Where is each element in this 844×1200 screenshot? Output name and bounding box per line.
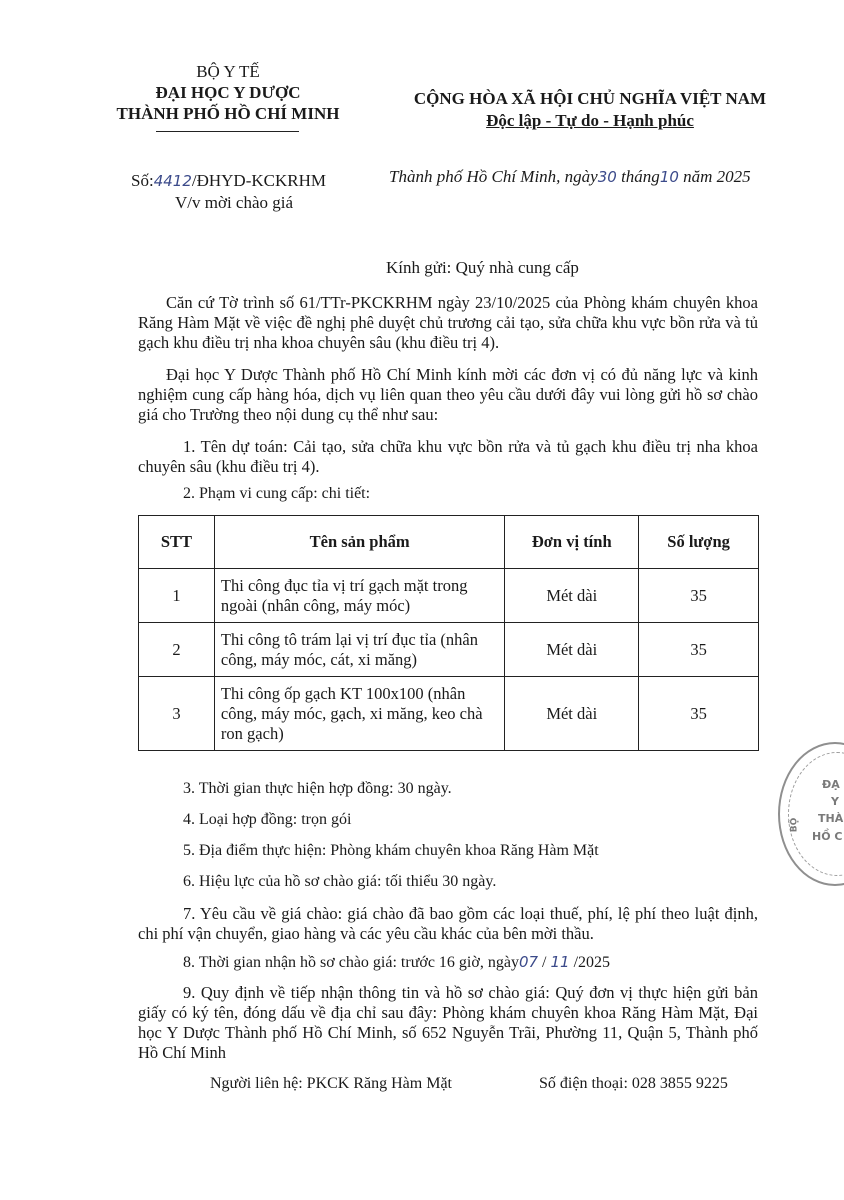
date-month-label: tháng bbox=[621, 167, 660, 186]
stamp-text: BỘ bbox=[789, 817, 800, 833]
salutation: Kính gửi: Quý nhà cung cấp bbox=[386, 258, 579, 277]
contact-person: Người liên hệ: PKCK Răng Hàm Mặt bbox=[210, 1075, 452, 1092]
date-suffix: năm 2025 bbox=[683, 167, 751, 186]
document-number-suffix: /ĐHYD-KCKRHM bbox=[191, 171, 326, 190]
row-unit: Mét dài bbox=[505, 677, 639, 751]
row-unit: Mét dài bbox=[505, 569, 639, 623]
document-number-prefix: Số: bbox=[131, 171, 154, 190]
row-product-name: Thi công ốp gạch KT 100x100 (nhân công, máy móc, gạch, xi măng, keo chà ron gạch) bbox=[214, 677, 504, 751]
date-day-handwritten: 30 bbox=[597, 168, 617, 186]
deadline-month-handwritten: 11 bbox=[550, 953, 570, 971]
table-row bbox=[139, 677, 759, 751]
item-submission-rules: 9. Quy định về tiếp nhận thông tin và hồ sơ chào giá: Quý đơn vị thực hiện gửi bản giấy có ký tên, đóng dấu về địa chỉ sau đây: Phòng khám chuyên khoa Răng Hàm Mặt, Đại học Y Dược Thành phố Hồ Chí Minh, số 652 Nguyễn Trãi, Phường 11, Quận 5, Thành phố Hồ Chí Minh bbox=[138, 983, 758, 1062]
university-city: THÀNH PHỐ HỒ CHÍ MINH bbox=[116, 104, 340, 123]
row-quantity: 35 bbox=[639, 569, 759, 623]
header-quantity: Số lượng bbox=[639, 516, 759, 569]
document-number bbox=[131, 171, 326, 191]
national-motto: Độc lập - Tự do - Hạnh phúc bbox=[486, 111, 694, 130]
date-prefix: Thành phố Hồ Chí Minh, ngày bbox=[389, 167, 598, 186]
paragraph-basis: Căn cứ Tờ trình số 61/TTr-PKCKRHM ngày 23/10/2025 của Phòng khám chuyên khoa Răng Hàm Mặt về việc đề nghị phê duyệt chủ trương cải tạo, sửa chữa khu vực bồn rửa và tủ gạch khu điều trị nha khoa chuyên sâu (khu điều trị 4). bbox=[138, 293, 758, 352]
item-location: 5. Địa điểm thực hiện: Phòng khám chuyên khoa Răng Hàm Mặt bbox=[183, 842, 599, 859]
product-table bbox=[138, 515, 759, 751]
deadline-prefix: 8. Thời gian nhận hồ sơ chào giá: trước 16 giờ, ngày bbox=[183, 954, 519, 971]
stamp-text: THÀ bbox=[818, 812, 844, 825]
header-left-divider bbox=[156, 131, 299, 132]
row-product-name: Thi công tô trám lại vị trí đục tỉa (nhân công, máy móc, cát, xi măng) bbox=[214, 623, 504, 677]
contact-phone: Số điện thoại: 028 3855 9225 bbox=[539, 1075, 728, 1092]
item-submission-deadline bbox=[183, 953, 610, 972]
item-scope: 2. Phạm vi cung cấp: chi tiết: bbox=[183, 485, 371, 502]
deadline-separator: / bbox=[542, 954, 547, 971]
university-name: ĐẠI HỌC Y DƯỢC bbox=[155, 83, 301, 102]
stamp-text: ĐẠ bbox=[822, 778, 840, 791]
header-stt: STT bbox=[139, 516, 215, 569]
document-subject: V/v mời chào giá bbox=[175, 193, 294, 212]
deadline-day-handwritten: 07 bbox=[518, 953, 539, 971]
header-product-name: Tên sản phẩm bbox=[214, 516, 504, 569]
item-contract-type: 4. Loại hợp đồng: trọn gói bbox=[183, 811, 352, 828]
row-quantity: 35 bbox=[639, 677, 759, 751]
row-stt: 1 bbox=[139, 569, 215, 623]
item-validity: 6. Hiệu lực của hồ sơ chào giá: tối thiểu 30 ngày. bbox=[183, 873, 497, 890]
deadline-suffix: /2025 bbox=[573, 954, 611, 971]
table-header-row bbox=[139, 516, 759, 569]
table-row bbox=[139, 569, 759, 623]
country-name: CỘNG HÒA XÃ HỘI CHỦ NGHĨA VIỆT NAM bbox=[413, 89, 767, 108]
date-month-handwritten: 10 bbox=[659, 168, 679, 186]
paragraph-invitation: Đại học Y Dược Thành phố Hồ Chí Minh kính mời các đơn vị có đủ năng lực và kinh nghiệm cung cấp hàng hóa, dịch vụ liên quan theo yêu cầu dưới đây vui lòng gửi hồ sơ chào giá cho Trường theo nội dung cụ thể như sau: bbox=[138, 365, 758, 424]
row-unit: Mét dài bbox=[505, 623, 639, 677]
stamp-text: Y bbox=[831, 795, 839, 808]
table-row bbox=[139, 623, 759, 677]
stamp-text: HỒ C bbox=[812, 830, 843, 843]
item-price-requirements: 7. Yêu cầu về giá chào: giá chào đã bao gồm các loại thuế, phí, lệ phí theo luật định, chi phí vận chuyển, giao hàng và các yêu cầu khác của bên mời thầu. bbox=[138, 904, 758, 943]
ministry-name: BỘ Y TẾ bbox=[196, 62, 260, 81]
item-project-name: 1. Tên dự toán: Cải tạo, sửa chữa khu vực bồn rửa và tủ gạch khu điều trị nha khoa chuyên sâu (khu điều trị 4). bbox=[138, 437, 758, 476]
item-contract-duration: 3. Thời gian thực hiện hợp đồng: 30 ngày. bbox=[183, 780, 452, 797]
row-product-name: Thi công đục tỉa vị trí gạch mặt trong ngoài (nhân công, máy móc) bbox=[214, 569, 504, 623]
document-number-handwritten: 4412 bbox=[153, 172, 192, 190]
row-stt: 2 bbox=[139, 623, 215, 677]
document-date bbox=[389, 167, 751, 187]
row-stt: 3 bbox=[139, 677, 215, 751]
row-quantity: 35 bbox=[639, 623, 759, 677]
header-unit: Đơn vị tính bbox=[505, 516, 639, 569]
